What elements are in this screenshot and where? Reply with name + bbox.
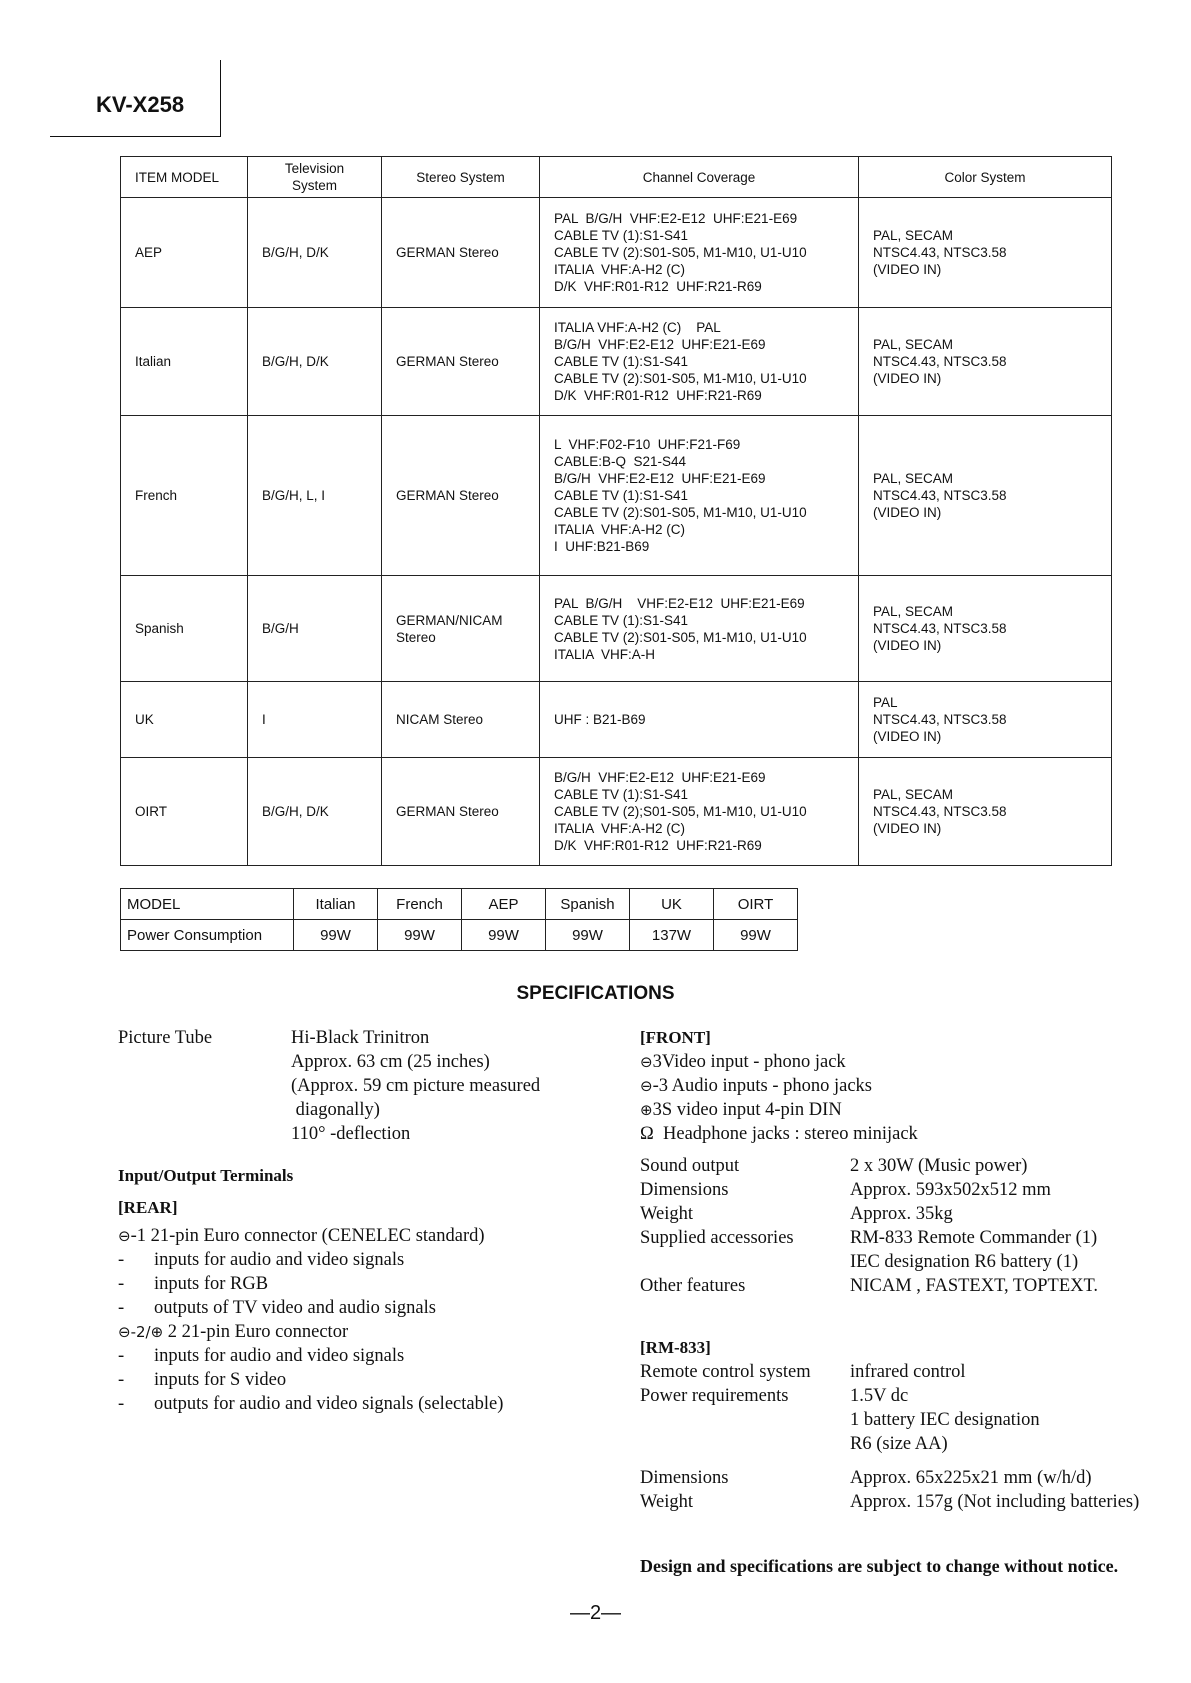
table-row [121, 758, 1112, 866]
row-color-system: PAL, SECAM NTSC4.43, NTSC3.58 (VIDEO IN) [859, 758, 1112, 866]
picture-tube-label: Picture Tube [118, 1028, 213, 1048]
rear-connector-1-item: outputs of TV video and audio signals [154, 1298, 436, 1318]
rear-connector-2-text: 2 21-pin Euro connector [163, 1322, 349, 1342]
spec-label: Dimensions [640, 1180, 729, 1200]
rear-connector-1-item: inputs for RGB [154, 1274, 269, 1294]
spec-label: Other features [640, 1276, 746, 1296]
picture-tube-line: diagonally) [291, 1100, 380, 1120]
spec-value: Approx. 593x502x512 mm [850, 1180, 1051, 1200]
table-row [121, 308, 1112, 416]
rear-connector-2 [118, 1320, 588, 1344]
power-model-cell: AEP [462, 889, 546, 920]
table-header-row [121, 157, 1112, 198]
spec-row [640, 1466, 1180, 1490]
spec-label: Weight [640, 1492, 693, 1512]
picture-tube-spec [118, 1026, 588, 1146]
row-stereo: GERMAN Stereo [382, 198, 540, 308]
rear-connector-2-item: inputs for audio and video signals [154, 1346, 405, 1366]
spec-value: Approx. 35kg [850, 1204, 953, 1224]
power-consumption-table [120, 888, 798, 951]
row-color-system: PAL, SECAM NTSC4.43, NTSC3.58 (VIDEO IN) [859, 308, 1112, 416]
remote-heading: [RM-833] [640, 1338, 711, 1357]
front-item-text: Headphone jacks : stereo minijack [653, 1124, 918, 1144]
general-specs [640, 1154, 1180, 1298]
spec-row [640, 1274, 1180, 1298]
rear-connector-2-item: inputs for S video [154, 1370, 287, 1390]
picture-tube-line: 110° -deflection [291, 1124, 411, 1144]
row-channels: ITALIA VHF:A-H2 (C) PAL B/G/H VHF:E2-E12 UHF:E21-E69 CABLE TV (1):S1-S41 CABLE TV (2):S01-S05, M1-M10, U1-U10 D/K VHF:R01-R12 UHF:R21-R69 [540, 308, 859, 416]
euro-connector-icon: ⊖ [118, 1227, 131, 1245]
list-item: - outputs of TV video and audio signals [118, 1298, 436, 1318]
rear-connector-2-item: outputs for audio and video signals (selectable) [154, 1394, 504, 1414]
spec-label: Remote control system [640, 1362, 811, 1382]
io-terminals-heading: Input/Output Terminals [118, 1166, 294, 1185]
spec-values [850, 1384, 1040, 1456]
spec-row [640, 1226, 1180, 1274]
row-color-system: PAL, SECAM NTSC4.43, NTSC3.58 (VIDEO IN) [859, 198, 1112, 308]
row-color-system: PAL, SECAM NTSC4.43, NTSC3.58 (VIDEO IN) [859, 416, 1112, 576]
spec-value: 1.5V dc [850, 1386, 909, 1406]
list-item: - inputs for audio and video signals [118, 1346, 405, 1366]
specs-left-column [118, 1026, 588, 1416]
row-tv-system: B/G/H, D/K [248, 198, 382, 308]
model-header-box [50, 60, 221, 137]
spec-label: Dimensions [640, 1468, 729, 1488]
channel-coverage-table [120, 156, 1112, 866]
row-model: OIRT [121, 758, 248, 866]
spec-value: R6 (size AA) [850, 1434, 948, 1454]
list-item: - inputs for S video [118, 1370, 287, 1390]
power-value-cell: 137W [630, 920, 714, 951]
front-item-text: 3S video input 4-pin DIN [652, 1100, 842, 1120]
row-color-system: PAL, SECAM NTSC4.43, NTSC3.58 (VIDEO IN) [859, 576, 1112, 682]
row-stereo: GERMAN Stereo [382, 308, 540, 416]
spec-row [640, 1202, 1180, 1226]
spec-label: Power requirements [640, 1386, 789, 1406]
front-item-text: -3 Audio inputs - phono jacks [652, 1076, 872, 1096]
row-tv-system: B/G/H, L, I [248, 416, 382, 576]
rear-heading: [REAR] [118, 1198, 178, 1217]
header-channel-coverage: Channel Coverage [540, 157, 859, 198]
table-row [121, 682, 1112, 758]
header-television-system: Television System [248, 157, 382, 198]
model-title: KV-X258 [96, 92, 185, 117]
table-row [121, 198, 1112, 308]
power-model-row [121, 889, 798, 920]
power-model-cell: UK [630, 889, 714, 920]
front-heading: [FRONT] [640, 1028, 711, 1047]
specs-right-column [640, 1026, 1180, 1514]
front-item [640, 1098, 1180, 1122]
power-model-cell: Spanish [546, 889, 630, 920]
row-model: Italian [121, 308, 248, 416]
row-stereo: NICAM Stereo [382, 682, 540, 758]
row-model: French [121, 416, 248, 576]
power-value-cell: 99W [378, 920, 462, 951]
row-channels: UHF : B21-B69 [540, 682, 859, 758]
row-model: UK [121, 682, 248, 758]
row-channels: L VHF:F02-F10 UHF:F21-F69 CABLE:B-Q S21-S44 B/G/H VHF:E2-E12 UHF:E21-E69 CABLE TV (1):S1-S41 CABLE TV (2):S01-S05, M1-M10, U1-U10 ITALIA VHF:A-H2 (C) I UHF:B21-B69 [540, 416, 859, 576]
picture-tube-values [291, 1026, 540, 1146]
s-video-input-icon: ⊕ [640, 1101, 653, 1119]
header-item-model: ITEM MODEL [121, 157, 248, 198]
rear-connector-1 [118, 1224, 588, 1248]
header-color-system: Color System [859, 157, 1112, 198]
power-value-row [121, 920, 798, 951]
spec-label: Sound output [640, 1156, 740, 1176]
picture-tube-line: Approx. 63 cm (25 inches) [291, 1052, 490, 1072]
front-item [640, 1122, 1180, 1146]
spec-value: NICAM , FASTEXT, TOPTEXT. [850, 1276, 1099, 1296]
spec-value: IEC designation R6 battery (1) [850, 1252, 1079, 1272]
list-item: - inputs for audio and video signals [118, 1250, 405, 1270]
front-item-text: 3Video input - phono jack [652, 1052, 846, 1072]
spec-value: infrared control [850, 1362, 966, 1382]
disclaimer-note: Design and specifications are subject to change without notice. [640, 1556, 1119, 1576]
picture-tube-line: (Approx. 59 cm picture measured [291, 1076, 541, 1096]
power-value-cell: 99W [546, 920, 630, 951]
rear-connector-1-text: -1 21-pin Euro connector (CENELEC standard) [130, 1226, 485, 1246]
front-item [640, 1074, 1180, 1098]
headphone-icon: Ω [640, 1124, 654, 1144]
audio-input-icon: ⊖ [640, 1077, 653, 1095]
power-value-cell: 99W [462, 920, 546, 951]
row-channels: B/G/H VHF:E2-E12 UHF:E21-E69 CABLE TV (1):S1-S41 CABLE TV (2);S01-S05, M1-M10, U1-U10 ITALIA VHF:A-H2 (C) D/K VHF:R01-R12 UHF:R21-R69 [540, 758, 859, 866]
spec-row [640, 1360, 1180, 1384]
spec-value: 1 battery IEC designation [850, 1410, 1040, 1430]
video-input-icon: ⊖ [640, 1053, 653, 1071]
power-value-cell: 99W [294, 920, 378, 951]
spec-row [640, 1490, 1180, 1514]
spec-label: Weight [640, 1204, 693, 1224]
row-tv-system: B/G/H [248, 576, 382, 682]
spec-value: RM-833 Remote Commander (1) [850, 1228, 1098, 1248]
row-channels: PAL B/G/H VHF:E2-E12 UHF:E21-E69 CABLE TV (1):S1-S41 CABLE TV (2):S01-S05, M1-M10, U1-U10 ITALIA VHF:A-H [540, 576, 859, 682]
euro-connector-s-video-icon: ⊖-2/⊕ [118, 1323, 164, 1341]
list-item: - inputs for RGB [118, 1274, 269, 1294]
specifications-heading: SPECIFICATIONS [516, 983, 675, 1004]
power-model-cell: French [378, 889, 462, 920]
row-tv-system: B/G/H, D/K [248, 758, 382, 866]
picture-tube-line: Hi-Black Trinitron [291, 1028, 430, 1048]
spec-value: Approx. 65x225x21 mm (w/h/d) [850, 1468, 1092, 1488]
row-channels: PAL B/G/H VHF:E2-E12 UHF:E21-E69 CABLE TV (1):S1-S41 CABLE TV (2):S01-S05, M1-M10, U1-U10 ITALIA VHF:A-H2 (C) D/K VHF:R01-R12 UHF:R21-R69 [540, 198, 859, 308]
page-number: —2— [569, 1602, 622, 1624]
row-stereo: GERMAN Stereo [382, 416, 540, 576]
spec-value: Approx. 157g (Not including batteries) [850, 1492, 1140, 1512]
spec-values [850, 1226, 1097, 1274]
row-tv-system: I [248, 682, 382, 758]
power-value-cell: 99W [714, 920, 798, 951]
row-model: AEP [121, 198, 248, 308]
row-model: Spanish [121, 576, 248, 682]
spec-row [640, 1178, 1180, 1202]
spec-label: Supplied accessories [640, 1228, 794, 1248]
power-model-cell: OIRT [714, 889, 798, 920]
row-tv-system: B/G/H, D/K [248, 308, 382, 416]
spec-row [640, 1384, 1180, 1456]
power-label-model: MODEL [121, 889, 294, 920]
rear-connector-1-item: inputs for audio and video signals [154, 1250, 405, 1270]
row-stereo: GERMAN Stereo [382, 758, 540, 866]
table-row [121, 416, 1112, 576]
power-model-cell: Italian [294, 889, 378, 920]
row-color-system: PAL NTSC4.43, NTSC3.58 (VIDEO IN) [859, 682, 1112, 758]
header-stereo-system: Stereo System [382, 157, 540, 198]
spec-row [640, 1154, 1180, 1178]
power-label-consumption: Power Consumption [121, 920, 294, 951]
list-item: - outputs for audio and video signals (selectable) [118, 1394, 504, 1414]
spec-value: 2 x 30W (Music power) [850, 1156, 1028, 1176]
row-stereo: GERMAN/NICAM Stereo [382, 576, 540, 682]
front-item [640, 1050, 1180, 1074]
table-row [121, 576, 1112, 682]
